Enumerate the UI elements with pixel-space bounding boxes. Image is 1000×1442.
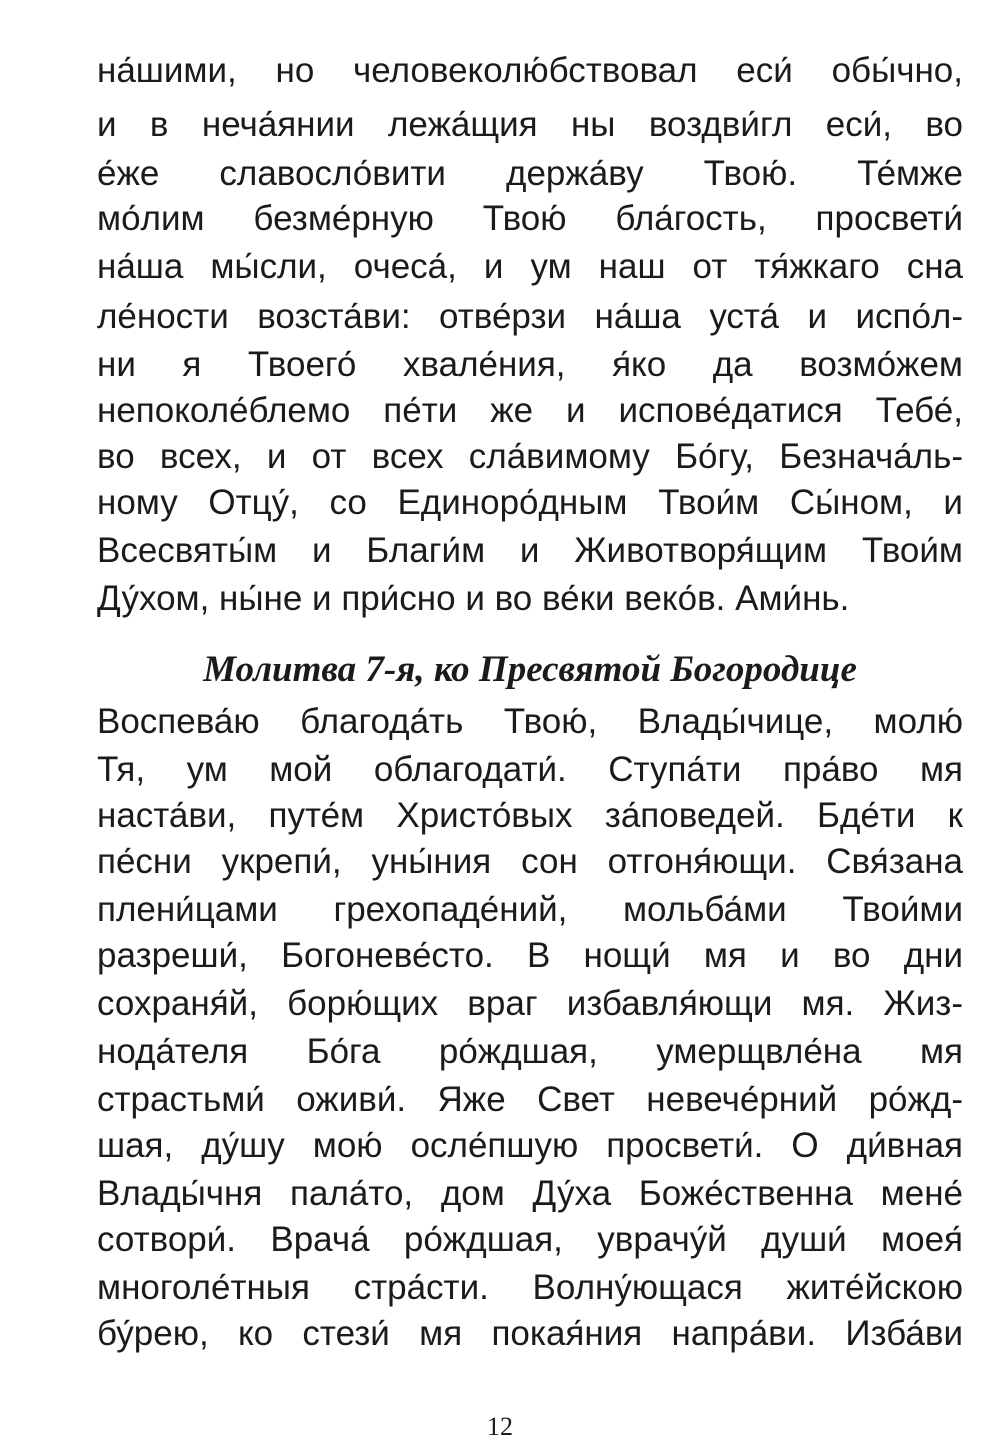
section-title: Молитва 7-я, ко Пресвятой Богородице [203, 649, 857, 690]
text-line: шая, ду́шу мою́ осле́пшую просвети́. О ди́вная [97, 1126, 963, 1165]
text-line: во всех, и от всех сла́вимому Бо́гу, Безнача́ль- [97, 437, 963, 476]
text-line: сохраня́й, борю́щих враг избавля́ющи мя. Жиз- [97, 984, 963, 1023]
text-line: Тя, ум мой облагодати́. Ступа́ти пра́во мя [97, 750, 963, 789]
text-line: на́шими, но человеколю́бствовал еси́ обы́чно, [97, 51, 963, 90]
text-line: страстьми́ оживи́. Яже Свет невече́рний ро́жд- [97, 1080, 963, 1119]
text-line: разреши́, Богоневе́сто. В нощи́ мя и во дни [97, 936, 963, 975]
text-line: ле́ности возста́ви: отве́рзи на́ша уста́ и испо́л- [97, 297, 963, 336]
text-line: плени́цами грехопаде́ний, мольба́ми Твои́ми [97, 890, 963, 929]
text-line: наста́ви, путе́м Христо́вых за́поведей. Бде́ти к [97, 796, 963, 835]
text-line: и в неча́янии лежа́щия ны воздви́гл еси́, во [97, 105, 963, 144]
text-line: непоколе́блемо пе́ти же и испове́датися Тебе́, [97, 391, 963, 430]
text-line: ни я Твоего́ хвале́ния, я́ко да возмо́жем [97, 345, 963, 384]
text-line: бу́рею, ко стези́ мя покая́ния напра́ви. Изба́ви [97, 1314, 963, 1353]
text-line: на́ша мы́сли, очеса́, и ум наш от тя́жкаго сна [97, 247, 963, 286]
text-line: Всесвяты́м и Благи́м и Животворя́щим Твои́м [97, 531, 963, 570]
page-number: 12 [487, 1412, 513, 1441]
text-line: ному Отцу́, со Единоро́дным Твои́м Сы́ном, и [97, 483, 963, 522]
book-page [97, 0, 963, 1442]
text-line: нода́теля Бо́га ро́ждшая, умерщвле́на мя [97, 1032, 963, 1071]
text-line: Ду́хом, ны́не и при́сно и во ве́ки веко́в. Ами́нь. [97, 579, 850, 618]
text-line: мо́лим безме́рную Твою́ бла́гость, просвети́ [97, 199, 963, 238]
text-line: сотвори́. Врача́ ро́ждшая, уврачу́й души́ моея́ [97, 1220, 963, 1259]
text-line: многоле́тныя стра́сти. Волну́ющася жите́йскою [97, 1268, 963, 1307]
text-line: Воспева́ю благода́ть Твою́, Влады́чице, молю́ [97, 702, 963, 741]
text-line: е́же славосло́вити держа́ву Твою́. Те́мже [97, 154, 963, 193]
text-line: пе́сни укрепи́, уны́ния сон отгоня́ющи. Свя́зана [97, 842, 963, 881]
text-line: Влады́чня пала́то, дом Ду́ха Боже́ственна мене́ [97, 1174, 963, 1213]
